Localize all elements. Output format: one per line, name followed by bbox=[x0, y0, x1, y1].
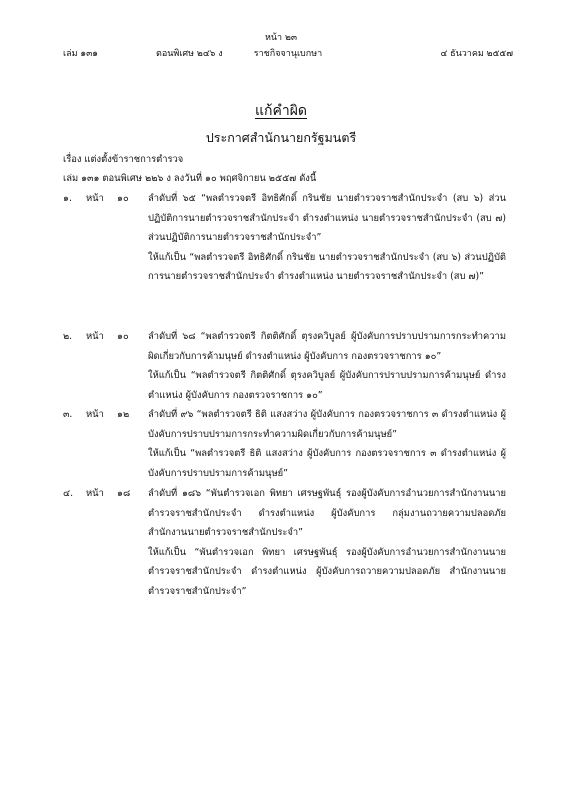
page-number: หน้า ๒๓ bbox=[264, 33, 298, 43]
item-page-number: ๑๐ bbox=[117, 331, 129, 342]
item-number: ๔. bbox=[63, 488, 74, 499]
announcement-reference: เล่ม ๑๓๑ ตอนพิเศษ ๒๒๖ ง ลงวันที่ ๑๐ พฤศจิกายน ๒๕๕๗ ดังนี้ bbox=[63, 173, 317, 184]
item-number: ๑. bbox=[63, 193, 72, 204]
item-page-number: ๑๒ bbox=[117, 409, 130, 420]
item-original-text: ลำดับที่ ๖๘ “พลตำรวจตรี กิตติศักดิ์ ตุรงควิบูลย์ ผู้บังคับการปราบปรามการกระทำความผิดเกี่ยวกับการค้ามนุษย์ ดำรงตำแหน่ง ผู้บังคับการ กองตรวจราชการ ๑๐” bbox=[148, 331, 506, 362]
header-gazette-name: ราชกิจจานุเบกษา bbox=[253, 49, 323, 59]
item-correction-text: ให้แก้เป็น “พลตำรวจตรี กิตติศักดิ์ ตุรงควิบูลย์ ผู้บังคับการปราบปรามการค้ามนุษย์ ดำรงตำแหน่ง ผู้บังคับการ กองตรวจราชการ ๑๐” bbox=[148, 370, 506, 401]
item-body bbox=[148, 405, 506, 483]
item-number: ๒. bbox=[63, 331, 73, 342]
item-page-label: หน้า bbox=[86, 331, 104, 342]
header-date: ๔ ธันวาคม ๒๕๕๗ bbox=[440, 49, 513, 59]
item-page-number: ๑๘ bbox=[117, 488, 131, 499]
item-original-text: ลำดับที่ ๙๖ “พลตำรวจตรี ธิติ แสงสว่าง ผู้บังคับการ กองตรวจราชการ ๓ ดำรงตำแหน่ง ผู้บังคับการปราบปรามการกระทำความผิดเกี่ยวกับการค้ามนุษย์” bbox=[148, 409, 506, 440]
item-correction-text: ให้แก้เป็น “พลตำรวจตรี ธิติ แสงสว่าง ผู้บังคับการ กองตรวจราชการ ๓ ดำรงตำแหน่ง ผู้บังคับการปราบปรามการค้ามนุษย์” bbox=[148, 448, 506, 479]
header-issue: ตอนพิเศษ ๒๔๖ ง bbox=[156, 49, 223, 59]
item-body bbox=[148, 327, 506, 405]
document-subtitle: ประกาศสำนักนายกรัฐมนตรี bbox=[205, 130, 357, 145]
gazette-header bbox=[63, 46, 513, 60]
item-body bbox=[148, 189, 506, 287]
item-page-label: หน้า bbox=[86, 193, 104, 204]
item-original-text: ลำดับที่ ๖๕ “พลตำรวจตรี อิทธิศักดิ์ กรินชัย นายตำรวจราชสำนักประจำ (สบ ๖) ส่วนปฏิบัติการนายตำรวจราชสำนักประจำ ตำรงตำแหน่ง นายตำรวจราชสำนักประจำ (สบ ๗) ส่วนปฏิบัติการนายตำรวจราชสำนักประจำ” bbox=[148, 193, 506, 244]
item-body bbox=[148, 484, 506, 602]
announcement-subject: เรื่อง แต่งตั้งข้าราชการตำรวจ bbox=[63, 154, 184, 165]
item-correction-text: ให้แก้เป็น “พันตำรวจเอก พิทยา เศรษฐพันธุ์ รองผู้บังคับการอำนวยการสำนักงานนายตำรวจราชสำนักประจำ ดำรงตำแหน่ง ผู้บังคับการถวายความปลอดภัย สำนักงานนายตำรวจราชสำนักประจำ” bbox=[148, 546, 506, 597]
document-title: แก้คำผิด bbox=[254, 103, 308, 119]
item-correction-text: ให้แก้เป็น “พลตำรวจตรี อิทธิศักดิ์ กรินชัย นายตำรวจราชสำนักประจำ (สบ ๖) ส่วนปฏิบัติการนายตำรวจราชสำนักประจำ ตำรงตำแหน่ง นายตำรวจราชสำนักประจำ (สบ ๗)” bbox=[148, 251, 506, 283]
item-original-text: ลำดับที่ ๑๘๖ “พันตำรวจเอก พิทยา เศรษฐพันธุ์ รองผู้บังคับการอำนวยการสำนักงานนายตำรวจราชสำนักประจำ ดำรงตำแหน่ง ผู้บังคับการ กลุ่มงานถวายความปลอดภัย สำนักงานนายตำรวจราชสำนักประจำ” bbox=[148, 488, 506, 539]
header-volume: เล่ม ๑๓๑ bbox=[63, 49, 98, 59]
item-page-number: ๑๐ bbox=[117, 193, 129, 204]
item-number: ๓. bbox=[63, 409, 73, 420]
item-page-label: หน้า bbox=[86, 409, 104, 420]
item-page-label: หน้า bbox=[86, 488, 104, 499]
